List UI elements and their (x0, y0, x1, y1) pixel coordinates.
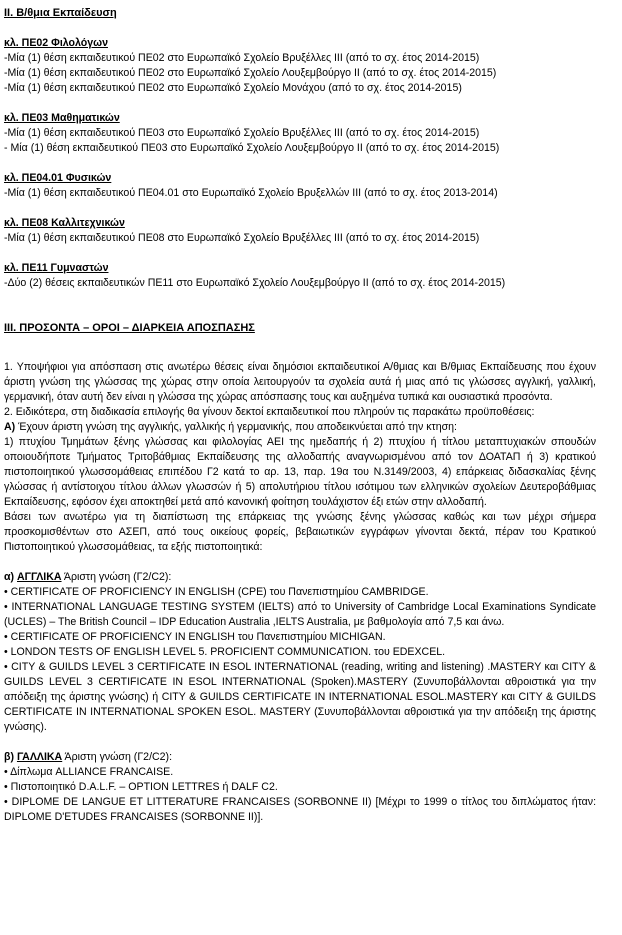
spacer (4, 351, 596, 360)
position-line: -Μία (1) θέση εκπαιδευτικού ΠΕ03 στο Ευρωπαϊκό Σχολείο Βρυξέλλες ΙΙΙ (από το σχ. έτος 2014-2015) (4, 127, 480, 139)
point-a-text: Έχουν άριστη γνώση της αγγλικής, γαλλικής ή γερμανικής, που αποδεικνύεται από την κτηση: (15, 421, 457, 433)
category-block (4, 216, 596, 246)
category-title: κλ. ΠΕ08 Καλλιτεχνικών (4, 217, 125, 229)
certificate-item: • CITY & GUILDS LEVEL 3 CERTIFICATE IN ESOL INTERNATIONAL (reading, writing and listening) .MASTERY και CITY & GUILDS LEVEL 3 CERTIFICATE IN ESOL INTERNATIONAL (Spoken).MASTERY (Συνυποβάλλονται αθροιστικά για την απόδειξη της άριστης γνώσης) ή CITY & GUILDS CERTIFICATE IN INTERNATIONAL ESOL.MASTERY και CITY & GUILDS CERTIFICATE IN INTERNATIONAL SPOKEN ESOL. MASTERY (Συνυποβάλλονται αθροιστικά για την απόδειξη της άριστης γνώσης). (4, 660, 596, 735)
section-heading-2: ΙΙ. Β/θμια Εκπαίδευση (4, 7, 117, 19)
spacer (4, 336, 596, 351)
category-title: κλ. ΠΕ02 Φιλολόγων (4, 37, 108, 49)
french-name: ΓΑΛΛΙΚΑ (16, 751, 63, 763)
point-a-label: Α) (4, 421, 16, 433)
french-prefix: β) (4, 751, 14, 763)
section-heading-3: ΙΙΙ. ΠΡΟΣΟΝΤΑ – ΟΡΟΙ – ΔΙΑΡΚΕΙΑ ΑΠΟΣΠΑΣΗΣ (4, 322, 255, 334)
paragraph-qualifications: 1) πτυχίου Τμημάτων ξένης γλώσσας και φιλολογίας ΑΕΙ της ημεδαπής ή 2) πτυχίου ή τίτλου μεταπτυχιακών σπουδών οποιουδήποτε Τμήματος Τριτοβάθμιας Εκπαίδευσης της αλλοδαπής αναγνωρισμένου από τον ΔΟΑΤΑΠ ή 3) κρατικού πιστοποιητικού γλωσσομάθειας επιπέδου Γ2 κατά το αρ. 13, παρ. 19α του Ν.3149/2003, 4) επάρκειας διδασκαλίας ξένης γλώσσας ή αντίστοιχου τίτλου άλλων γλωσσών ή 5) απολυτήριου τίτλου ισότιμου των ελληνικών σχολείων Δευτεροβάθμιας Εκπαίδευσης, εφόσον έχει αποκτηθεί μετά από κανονική φοίτηση τουλάχιστον έξι ετών στην αλλοδαπή. (4, 436, 596, 508)
certificate-item: • LONDON TESTS OF ENGLISH LEVEL 5. PROFICIENT COMMUNICATION. του EDEXCEL. (4, 645, 596, 660)
category-title: κλ. ΠΕ03 Μαθηματικών (4, 112, 120, 124)
position-line: -Μία (1) θέση εκπαιδευτικού ΠΕ02 στο Ευρωπαϊκό Σχολείο Μονάχου (από το σχ. έτος 2014-2015) (4, 82, 462, 94)
position-line: - Μία (1) θέση εκπαιδευτικού ΠΕ03 στο Ευρωπαϊκό Σχολείο Λουξεμβούργο ΙΙ (από το σχ. έτος 2014-2015) (4, 142, 500, 154)
paragraph-certificates: Βάσει των ανωτέρω για τη διαπίστωση της επάρκειας της γνώσης ξένης γλώσσας καθώς και των μέχρι σήμερα προσκομισθέντων στο ΑΣΕΠ, από τους οικείους φορείς, βεβαιωτικών εγγράφων γίνονται δεκτά, πέραν του Κρατικού Πιστοποιητικού γλωσσομάθειας, τα εξής πιστοποιητικά: (4, 511, 596, 553)
spacer (4, 21, 596, 36)
certificate-item: • CERTIFICATE OF PROFICIENCY IN ENGLISH (CPE) του Πανεπιστημίου CAMBRIDGE. (4, 585, 596, 600)
certificate-item: • INTERNATIONAL LANGUAGE TESTING SYSTEM (IELTS) από το University of Cambridge Local Examinations Syndicate (UCLES) – The British Council – IDP Education Australia ,IELTS Australia, με βαθμολογία από 7,5 και άνω. (4, 600, 596, 630)
category-block (4, 171, 596, 201)
english-name: ΑΓΓΛΙΚΑ (17, 571, 62, 583)
english-level: Άριστη γνώση (Γ2/C2): (61, 571, 172, 583)
position-line: -Δύο (2) θέσεις εκπαιδευτικών ΠΕ11 στο Ευρωπαϊκό Σχολείο Λουξεμβούργο ΙΙ (από το σχ. έτος 2014-2015) (4, 277, 506, 289)
certificate-item: • DIPLOME DE LANGUE ET LITTERATURE FRANCAISES (SORBONNE II) [Μέχρι το 1999 ο τίτλος του διπλώματος ήταν: DIPLOME D'ETUDES FRANCAISES (SORBONNE II)]. (4, 795, 596, 825)
english-heading (4, 570, 596, 585)
paragraph-requirements: 2. Ειδικότερα, στη διαδικασία επιλογής θα γίνουν δεκτοί εκπαιδευτικοί που πληρούν τις παρακάτω προϋποθέσεις: (4, 406, 535, 418)
position-line: -Μία (1) θέση εκπαιδευτικού ΠΕ04.01 στο Ευρωπαϊκό Σχολείο Βρυξελλών ΙΙΙ (από το σχ. έτος 2013-2014) (4, 187, 498, 199)
point-a (4, 420, 596, 435)
category-block (4, 36, 596, 96)
position-line: -Μία (1) θέση εκπαιδευτικού ΠΕ02 στο Ευρωπαϊκό Σχολείο Λουξεμβούργο ΙΙ (από το σχ. έτος 2014-2015) (4, 67, 497, 79)
spacer (4, 291, 596, 321)
french-level: Άριστη γνώση (Γ2/C2): (62, 751, 173, 763)
position-line: -Μία (1) θέση εκπαιδευτικού ΠΕ08 στο Ευρωπαϊκό Σχολείο Βρυξέλλες ΙΙΙ (από το σχ. έτος 2014-2015) (4, 232, 480, 244)
english-prefix: α) (4, 571, 15, 583)
paragraph-eligibility: 1. Υποψήφιοι για απόσπαση στις ανωτέρω θέσεις είναι δημόσιοι εκπαιδευτικοί Α/θμιας και Β/θμιας Εκπαίδευσης που έχουν άριστη γνώση της γλώσσας της χώρας στην οποία λειτουργούν τα σχολεία αυτά ή μιας από τις γλώσσες αγγλική, γαλλική, γερμανική, όταν αυτή δεν είναι η γλώσσα της χώρας απόσπασης τους και αυξημένα τυπικά και ουσιαστικά προσόντα. (4, 361, 596, 403)
certificate-item: • CERTIFICATE OF PROFICIENCY IN ENGLISH του Πανεπιστημίου MICHIGAN. (4, 630, 596, 645)
category-block (4, 261, 596, 291)
certificate-item: • Πιστοποιητικό D.A.L.F. – OPTION LETTRES ή DALF C2. (4, 780, 596, 795)
category-title: κλ. ΠΕ04.01 Φυσικών (4, 172, 112, 184)
certificate-item: • Δίπλωμα ALLIANCE FRANCAISE. (4, 765, 596, 780)
category-block (4, 111, 596, 156)
position-line: -Μία (1) θέση εκπαιδευτικού ΠΕ02 στο Ευρωπαϊκό Σχολείο Βρυξέλλες ΙΙΙ (από το σχ. έτος 2014-2015) (4, 52, 480, 64)
category-title: κλ. ΠΕ11 Γυμναστών (4, 262, 109, 274)
french-heading (4, 750, 596, 765)
